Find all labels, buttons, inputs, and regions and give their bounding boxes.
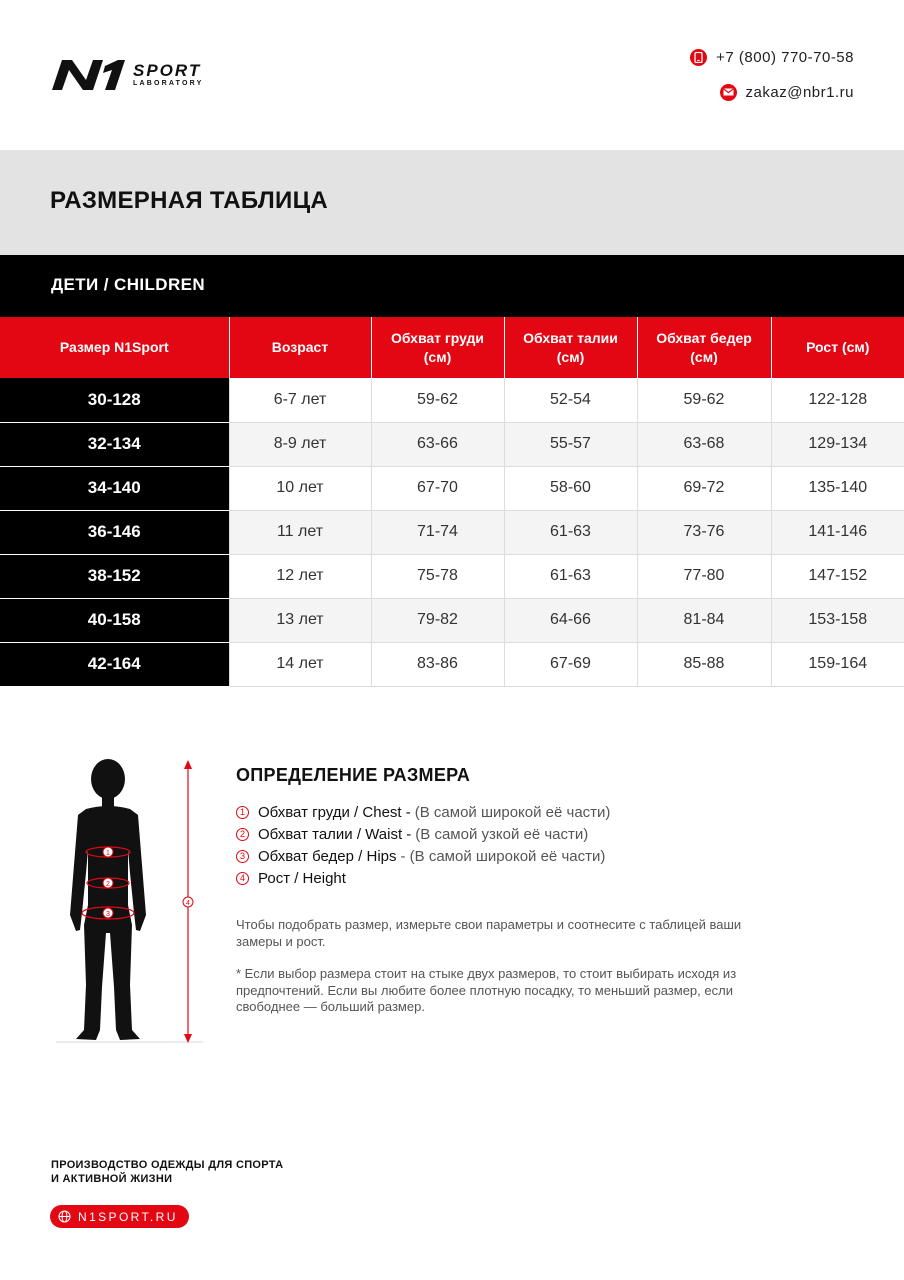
- n1-logo-mark: [50, 58, 126, 92]
- chest-cell: 63-66: [371, 422, 504, 466]
- size-cell: 42-164: [0, 642, 229, 686]
- chest-cell: 59-62: [371, 378, 504, 422]
- phone-number: +7 (800) 770-70-58: [716, 48, 854, 66]
- header-height: Рост (см): [771, 317, 904, 378]
- waist-cell: 55-57: [504, 422, 637, 466]
- hips-cell: 69-72: [637, 466, 771, 510]
- age-cell: 10 лет: [229, 466, 371, 510]
- footnote-paragraph: * Если выбор размера стоит на стыке двух размеров, то стоит выбирать исходя из предпочтений. Если вы любите более плотную посадку, то меньший размер, если свободнее — больший размер.: [236, 966, 737, 1014]
- hips-cell: 81-84: [637, 598, 771, 642]
- hips-cell: 63-68: [637, 422, 771, 466]
- hips-cell: 59-62: [637, 378, 771, 422]
- header-size: Размер N1Sport: [0, 317, 229, 378]
- item-note: (В самой узкой её части): [415, 825, 589, 843]
- size-cell: 38-152: [0, 554, 229, 598]
- waist-cell: 52-54: [504, 378, 637, 422]
- age-cell: 13 лет: [229, 598, 371, 642]
- height-cell: 159-164: [771, 642, 904, 686]
- page-title: РАЗМЕРНАЯ ТАБЛИЦА: [50, 187, 329, 214]
- item-number: 2: [236, 828, 249, 841]
- email-address: zakaz@nbr1.ru: [745, 83, 854, 101]
- item-note: (В самой широкой её части): [414, 803, 611, 821]
- size-cell: 30-128: [0, 378, 229, 422]
- mail-icon: [720, 84, 737, 101]
- instruction-paragraph: Чтобы подобрать размер, измерьте свои параметры и соотнесите с таблицей ваши замеры и рост.: [236, 917, 742, 949]
- waist-cell: 67-69: [504, 642, 637, 686]
- waist-cell: 58-60: [504, 466, 637, 510]
- chest-cell: 83-86: [371, 642, 504, 686]
- item-number: 4: [236, 872, 249, 885]
- hips-cell: 77-80: [637, 554, 771, 598]
- table-row: [0, 598, 904, 642]
- age-cell: 14 лет: [229, 642, 371, 686]
- item-label: Обхват груди / Chest -: [258, 803, 411, 821]
- size-cell: 32-134: [0, 422, 229, 466]
- waist-cell: 61-63: [504, 554, 637, 598]
- table-row: [0, 466, 904, 510]
- height-cell: 141-146: [771, 510, 904, 554]
- table-row: [0, 378, 904, 422]
- chest-cell: 71-74: [371, 510, 504, 554]
- table-row: [0, 554, 904, 598]
- footer-tagline: [51, 1158, 311, 1186]
- chest-cell: 67-70: [371, 466, 504, 510]
- chest-cell: 79-82: [371, 598, 504, 642]
- phone-contact[interactable]: [654, 46, 854, 68]
- hips-marker: 3: [106, 911, 110, 918]
- tagline-line-1: ПРОИЗВОДСТВО ОДЕЖДЫ ДЛЯ СПОРТА: [51, 1159, 284, 1171]
- header-age: Возраст: [229, 317, 371, 378]
- age-cell: 6-7 лет: [229, 378, 371, 422]
- child-figure: [48, 755, 208, 1045]
- height-marker: 4: [186, 900, 190, 907]
- waist-marker: 2: [106, 881, 110, 888]
- phone-icon: [690, 49, 707, 66]
- logo-text: [133, 62, 203, 88]
- age-cell: 11 лет: [229, 510, 371, 554]
- height-cell: 129-134: [771, 422, 904, 466]
- size-table: [0, 317, 904, 687]
- hips-cell: 85-88: [637, 642, 771, 686]
- size-cell: 36-146: [0, 510, 229, 554]
- item-number: 3: [236, 850, 249, 863]
- definition-item: [236, 867, 836, 889]
- definition-item: [236, 823, 836, 845]
- size-cell: 40-158: [0, 598, 229, 642]
- header-waist: Обхват талии (см): [504, 317, 637, 378]
- tagline-line-2: И АКТИВНОЙ ЖИЗНИ: [51, 1173, 173, 1185]
- item-label: Обхват талии / Waist -: [258, 825, 412, 843]
- header-chest: Обхват груди (см): [371, 317, 504, 378]
- item-note: - (В самой широкой её части): [400, 847, 606, 865]
- table-row: [0, 642, 904, 686]
- age-cell: 8-9 лет: [229, 422, 371, 466]
- height-cell: 153-158: [771, 598, 904, 642]
- logo[interactable]: [50, 58, 203, 92]
- size-definition: [236, 765, 836, 1016]
- hips-cell: 73-76: [637, 510, 771, 554]
- waist-cell: 64-66: [504, 598, 637, 642]
- table-header-row: [0, 317, 904, 378]
- section-title: ДЕТИ / CHILDREN: [51, 275, 206, 294]
- chest-marker: 1: [106, 850, 110, 857]
- logo-sport: SPORT: [133, 61, 202, 80]
- globe-icon: [58, 1210, 71, 1223]
- website-text: N1SPORT.RU: [78, 1209, 178, 1224]
- definition-item: [236, 845, 836, 867]
- item-label: Рост / Height: [258, 869, 346, 887]
- contacts: [654, 46, 854, 116]
- logo-laboratory: LABORATORY: [133, 80, 204, 87]
- table-row: [0, 510, 904, 554]
- item-label: Обхват бедер / Hips: [258, 847, 397, 865]
- height-cell: 147-152: [771, 554, 904, 598]
- height-cell: 122-128: [771, 378, 904, 422]
- title-band: [0, 150, 904, 255]
- section-band: [0, 255, 904, 317]
- age-cell: 12 лет: [229, 554, 371, 598]
- waist-cell: 61-63: [504, 510, 637, 554]
- header: [0, 0, 904, 150]
- size-cell: 34-140: [0, 466, 229, 510]
- chest-cell: 75-78: [371, 554, 504, 598]
- definition-item: [236, 801, 836, 823]
- website-link[interactable]: [50, 1205, 189, 1228]
- header-hips: Обхват бедер (см): [637, 317, 771, 378]
- item-number: 1: [236, 806, 249, 819]
- height-cell: 135-140: [771, 466, 904, 510]
- email-contact[interactable]: [654, 81, 854, 103]
- definition-title: ОПРЕДЕЛЕНИЕ РАЗМЕРА: [236, 765, 471, 785]
- table-row: [0, 422, 904, 466]
